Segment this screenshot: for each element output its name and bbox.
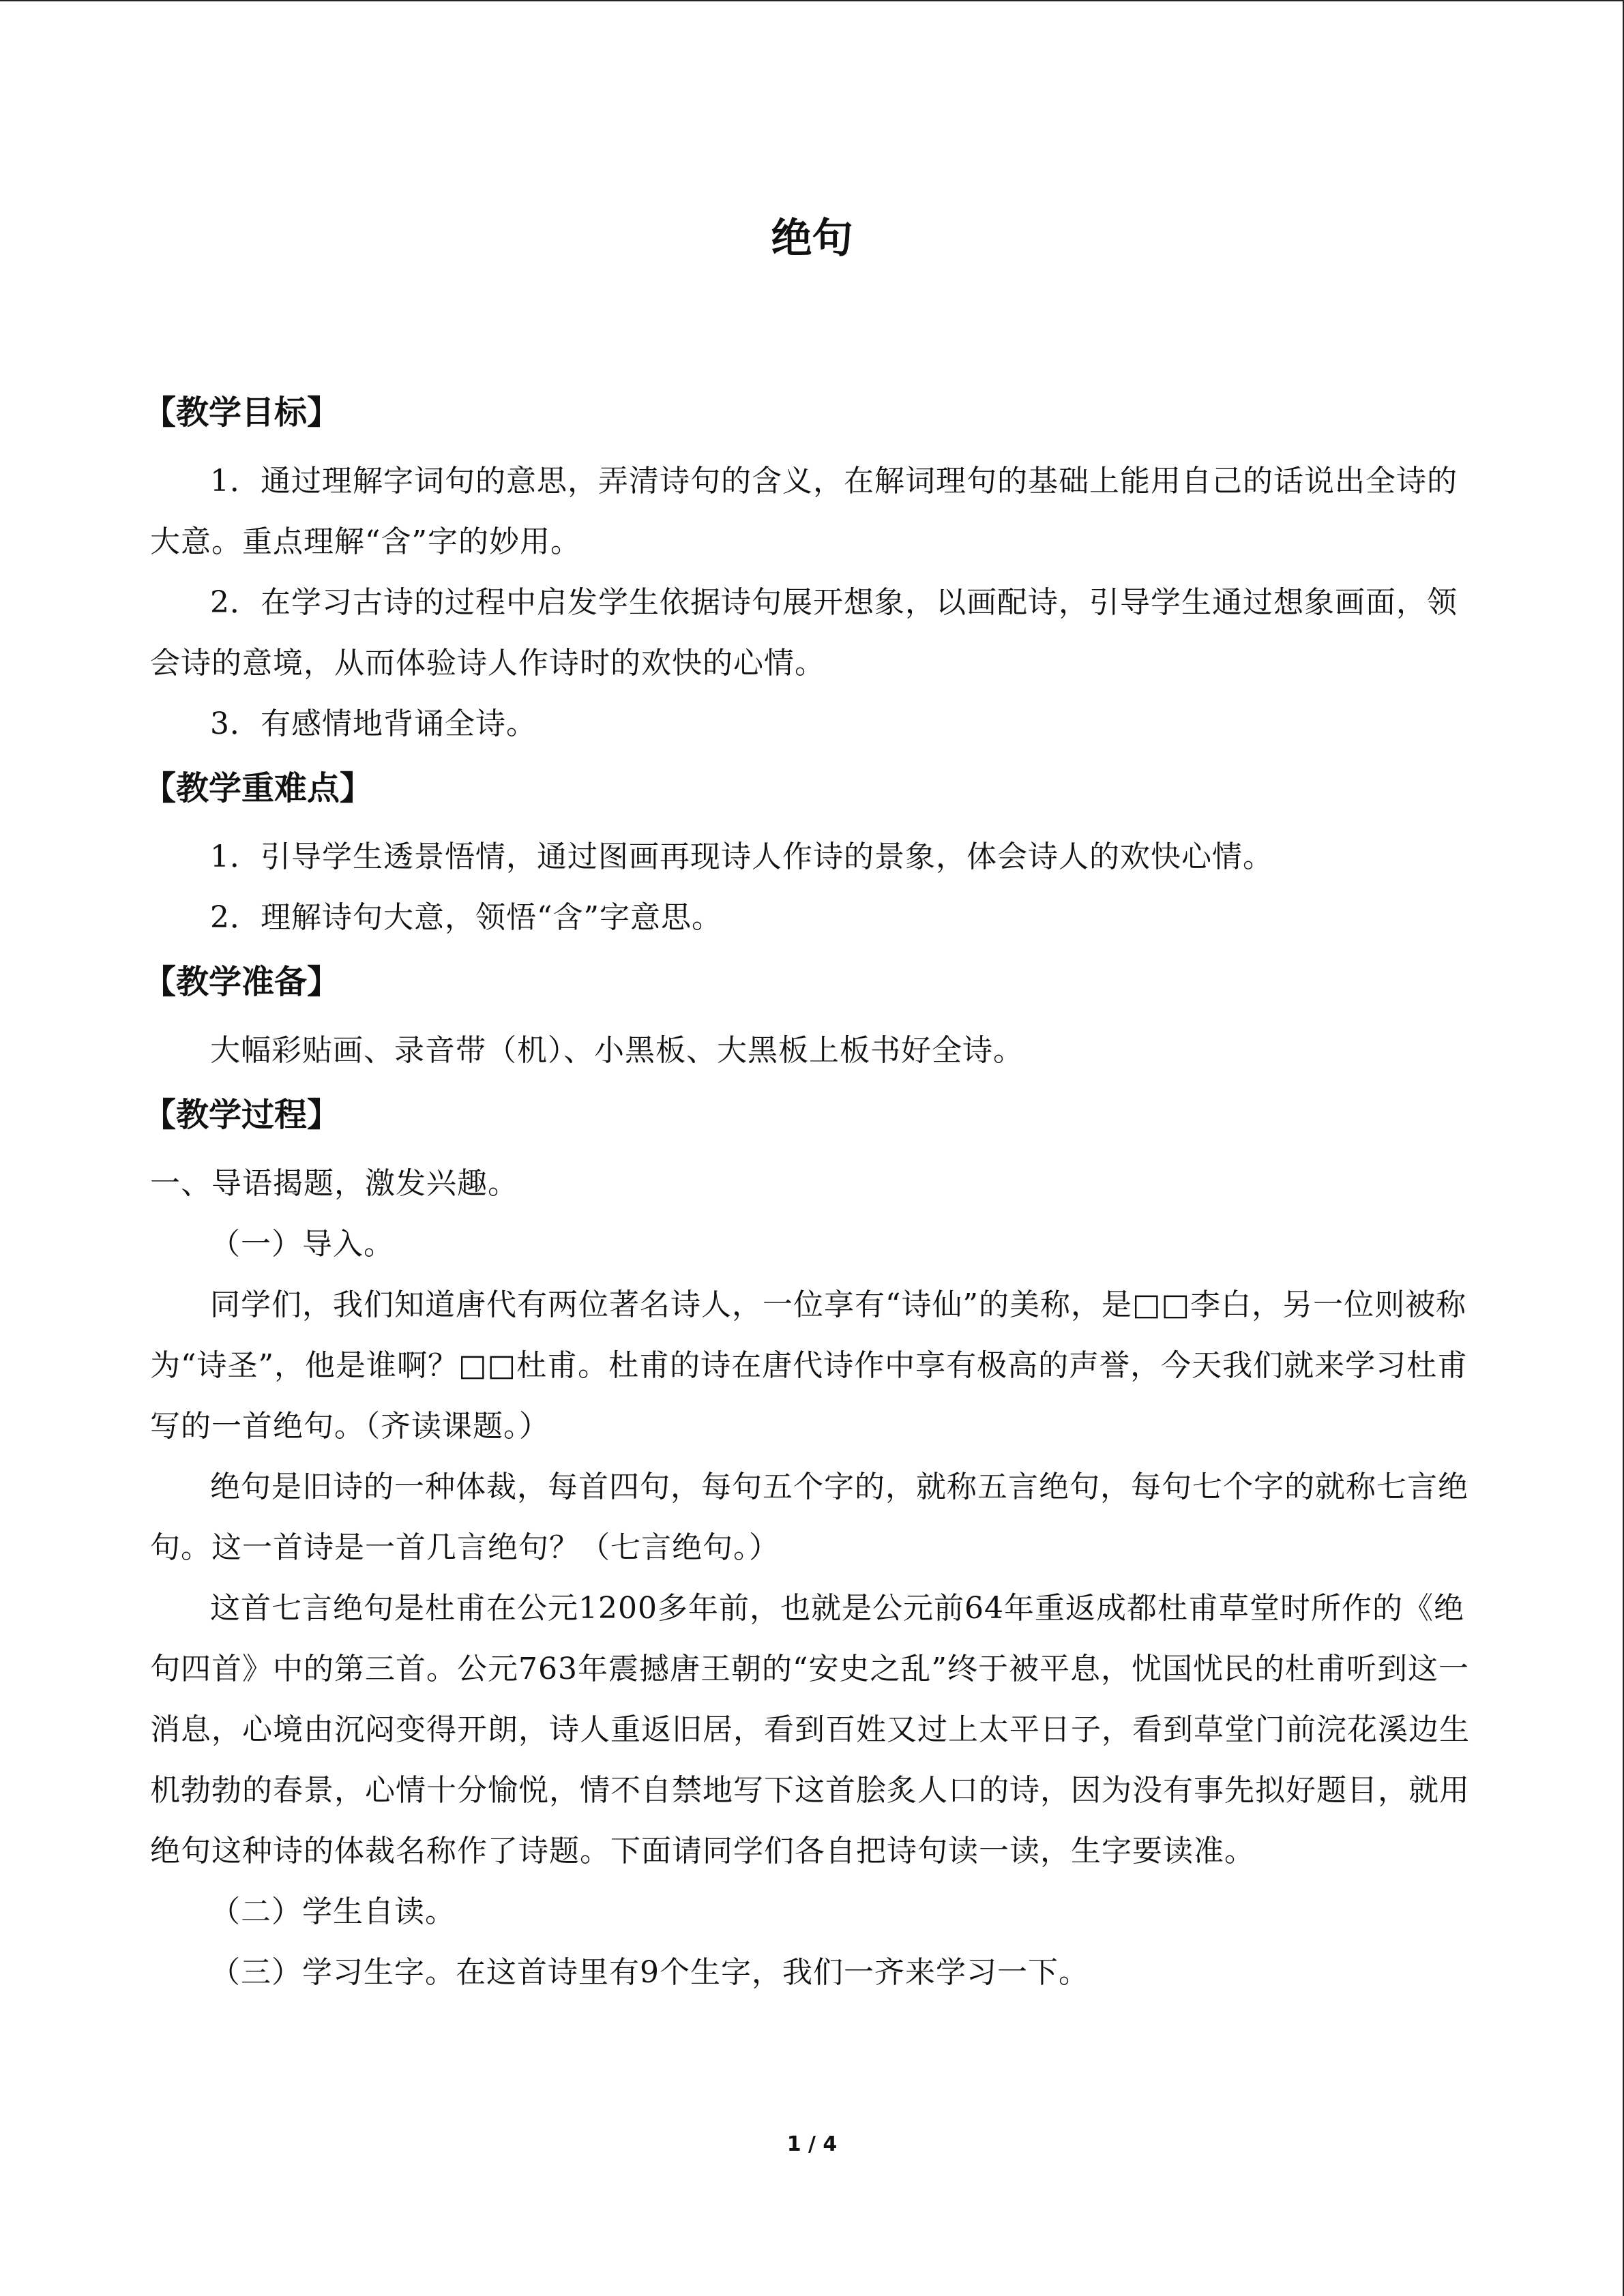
process-paragraph-2: 绝句是旧诗的一种体裁，每首四句，每句五个字的，就称五言绝句，每句七个字的就称七言绝句。这一首诗是一首几言绝句？（七言绝句。） [150,1470,1468,1565]
goal-item-1: 1．通过理解字词句的意思，弄清诗句的含义，在解词理句的基础上能用自己的话说出全诗的大意。重点理解“含”字的妙用。 [150,464,1458,559]
process-substep-self-read: （二）学生自读。 [210,1894,456,1929]
section-heading-prep: 【教学准备】 [143,963,340,1001]
keypoint-item-1: 1．引导学生透景悟情，通过图画再现诗人作诗的景象，体会诗人的欢快心情。 [210,839,1273,874]
process-paragraph-3: 这首七言绝句是杜甫在公元1200多年前，也就是公元前64年重返成都杜甫草堂时所作的《绝句四首》中的第三首。公元763年震撼唐王朝的“安史之乱”终于被平息，忧国忧民的杜甫听到这一消息，心境由沉闷变得开朗，诗人重返旧居，看到百姓又过上太平日子，看到草堂门前浣花溪边生机勃勃的春景，心情十分愉悦，情不自禁地写下这首脍炙人口的诗，因为没有事先拟好题目，就用绝句这种诗的体裁名称作了诗题。下面请同学们各自把诗句读一读，生字要读准。 [150,1591,1470,1868]
section-heading-goals: 【教学目标】 [143,393,340,432]
goal-item-3: 3．有感情地背诵全诗。 [210,706,537,741]
process-substep-characters: （三）学习生字。在这首诗里有9个生字，我们一齐来学习一下。 [210,1955,1089,1990]
process-substep-intro: （一）导入。 [210,1227,394,1262]
process-step-1: 一、导语揭题，激发兴趣。 [150,1166,518,1201]
section-heading-keypoints: 【教学重难点】 [143,769,373,807]
page-title: 绝句 [771,215,853,263]
goal-item-2: 2．在学习古诗的过程中启发学生依据诗句展开想象，以画配诗，引导学生通过想象画面，领会诗的意境，从而体验诗人作诗时的欢快的心情。 [150,585,1458,681]
page-number: 1 / 4 [786,2132,838,2156]
keypoint-item-2: 2．理解诗句大意，领悟“含”字意思。 [210,900,722,935]
prep-paragraph: 大幅彩贴画、录音带（机）、小黑板、大黑板上板书好全诗。 [210,1033,1024,1068]
process-paragraph-1: 同学们，我们知道唐代有两位著名诗人，一位享有“诗仙”的美称，是□□李白，另一位则被称为“诗圣”，他是谁啊？□□杜甫。杜甫的诗在唐代诗作中享有极高的声誉，今天我们就来学习杜甫写的一首绝句。（齐读课题。） [150,1287,1468,1444]
section-heading-process: 【教学过程】 [143,1096,340,1134]
document-body [143,378,1473,2003]
